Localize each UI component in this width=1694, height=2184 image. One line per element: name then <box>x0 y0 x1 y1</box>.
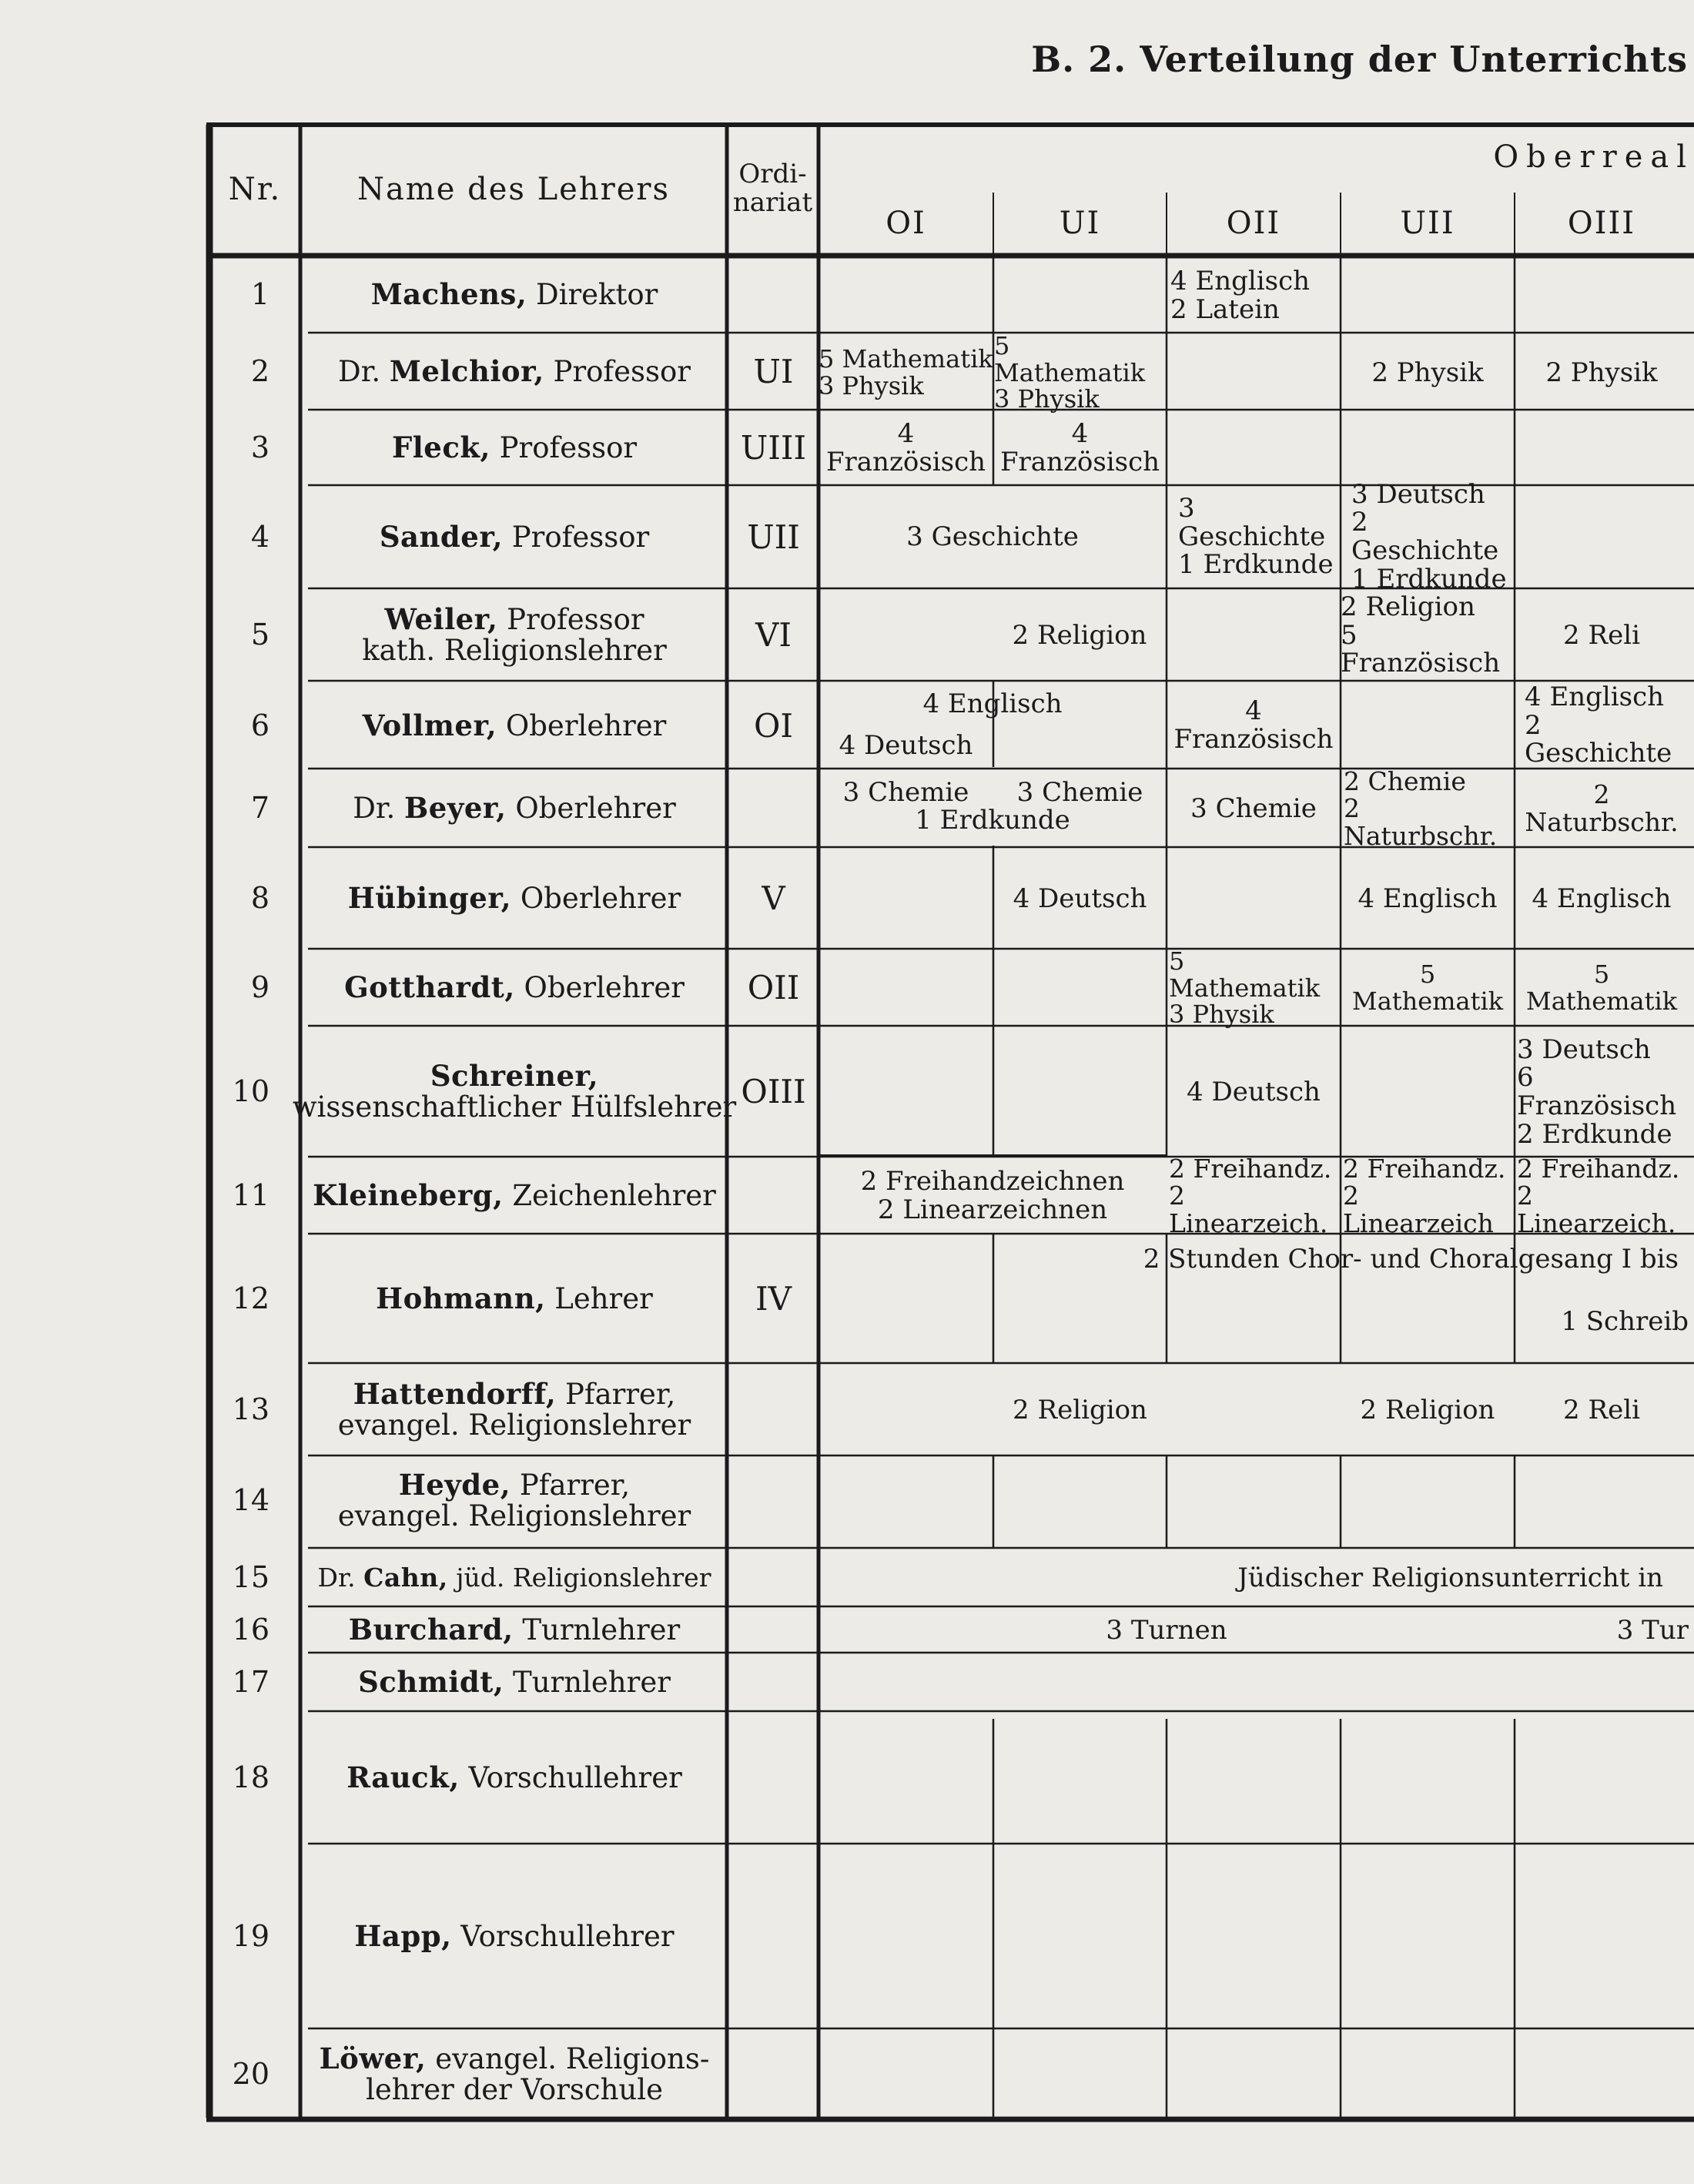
teacher-role: jüd. Religionslehrer <box>456 1563 711 1593</box>
teacher-name-cell <box>302 590 727 681</box>
cell-r8-oiii: 4 Englisch <box>1532 883 1672 914</box>
teacher-nr: 6 <box>250 708 270 743</box>
teacher-surname: Weiler, <box>384 602 498 637</box>
teacher-role: Professor <box>507 603 644 637</box>
teacher-name-line <box>391 430 638 465</box>
header-class-uii: UII <box>1400 206 1455 242</box>
teacher-role-line2: evangel. Religionslehrer <box>337 1499 691 1532</box>
cell-r4-oii: 3 Geschichte 1 Erdkunde <box>1178 492 1334 581</box>
cell-r2-uii: 2 Physik <box>1371 357 1484 388</box>
cell-r8-uii: 4 Englisch <box>1358 883 1498 914</box>
header-class-oii: OII <box>1226 206 1281 242</box>
teacher-name-cell <box>292 1027 737 1157</box>
teacher-nr: 20 <box>232 2057 270 2092</box>
teacher-name-line <box>376 1281 653 1316</box>
teacher-surname: Gotthardt, <box>344 970 515 1005</box>
cell-r11-oii: 2 Freihandz. 2 Linearzeich. <box>1169 1153 1332 1238</box>
teacher-name-cell <box>302 1549 727 1606</box>
teacher-surname: Fleck, <box>391 430 490 465</box>
teacher-name-cell <box>302 849 727 949</box>
cell-r7-uii: 2 Chemie 2 Naturbschr. <box>1344 765 1498 851</box>
teacher-role: Professor <box>499 431 638 465</box>
cell-r11-oiii: 2 Freihandz. 2 Linearzeich. <box>1517 1153 1680 1238</box>
teacher-surname: Burchard, <box>348 1613 514 1647</box>
teacher-name-line <box>370 277 658 312</box>
teacher-ordinariat <box>728 2030 819 2119</box>
teacher-nr: 15 <box>232 1560 270 1595</box>
header-nr: Nr. <box>228 172 282 208</box>
teacher-ordinariat: VI <box>755 616 792 655</box>
teacher-name-cell <box>302 1455 727 1546</box>
teacher-nr: 8 <box>250 881 270 916</box>
teacher-prefix: Dr. <box>353 792 396 826</box>
cell-r5-oi-oii: 2 Religion <box>1012 619 1147 651</box>
teacher-name-cell <box>302 334 727 410</box>
teacher-ordinariat: V <box>762 879 785 918</box>
teacher-role: Oberlehrer <box>520 882 681 916</box>
teacher-name-line <box>362 708 667 743</box>
teacher-surname: Löwer, <box>319 2042 427 2076</box>
teacher-name-line <box>320 2044 710 2075</box>
teacher-nr: 3 <box>250 430 270 465</box>
cell-r3-oi: 4 Französisch <box>825 418 986 477</box>
cell-r8-ui: 4 Deutsch <box>1013 883 1147 914</box>
cell-r10-oiii: 3 Deutsch 6 Französisch 2 Erdkunde <box>1517 1033 1677 1150</box>
teacher-surname: Sander, <box>379 520 504 554</box>
teacher-role: Pfarrer, <box>519 1469 631 1502</box>
teacher-nr: 11 <box>232 1178 270 1213</box>
teacher-role: Oberlehrer <box>524 971 685 1005</box>
teacher-name-line <box>353 1379 676 1410</box>
teacher-surname: Heyde, <box>398 1468 511 1502</box>
teacher-ordinariat <box>728 1158 819 1234</box>
teacher-surname: Schmidt, <box>358 1665 504 1700</box>
teacher-ordinariat: OII <box>747 969 800 1007</box>
teacher-role-line2: evangel. Religionslehrer <box>337 1409 691 1442</box>
teacher-role: Lehrer <box>554 1282 653 1316</box>
teacher-nr: 1 <box>250 277 270 312</box>
teacher-surname: Rauck, <box>346 1760 460 1795</box>
cell-r11-uii: 2 Freihandz. 2 Linearzeich <box>1343 1153 1506 1238</box>
teacher-role: evangel. Religions- <box>435 2042 710 2076</box>
teacher-role: Vorschullehrer <box>468 1761 682 1795</box>
teacher-ordinariat <box>728 1845 819 2028</box>
teacher-surname: Hohmann, <box>376 1281 546 1316</box>
teacher-name-line <box>348 883 681 914</box>
cell-r3-ui: 4 Französisch <box>999 418 1160 477</box>
teacher-role: Oberlehrer <box>505 709 667 743</box>
teacher-name-cell <box>302 1608 727 1653</box>
teacher-role-line2: lehrer der Vorschule <box>365 2073 663 2106</box>
teacher-surname: Schreiner, <box>430 1059 599 1094</box>
teacher-nr: 2 <box>250 354 270 389</box>
teacher-ordinariat: UII <box>747 518 800 557</box>
teacher-name-cell <box>302 1158 727 1234</box>
teacher-name-cell <box>302 950 727 1026</box>
teacher-name-line <box>354 1921 674 1952</box>
teacher-surname: Vollmer, <box>362 708 497 743</box>
cell-r12-oiii: 1 Schreib <box>1561 1305 1689 1337</box>
cell-r16-oiii: 3 Tur <box>1616 1614 1689 1646</box>
teacher-nr: 16 <box>232 1613 270 1647</box>
teacher-name-cell <box>302 770 727 847</box>
teacher-ordinariat <box>728 257 819 333</box>
teacher-name-cell <box>302 411 727 485</box>
teacher-ordinariat: OIII <box>741 1073 806 1111</box>
cell-r10-oii: 4 Deutsch <box>1187 1076 1321 1107</box>
teacher-nr: 10 <box>232 1074 270 1109</box>
cell-r1-oii: 4 Englisch 2 Latein <box>1170 266 1311 325</box>
page-title: B. 2. Verteilung der Unterrichts <box>1031 39 1688 80</box>
cell-r9-uii: 5 Mathematik <box>1351 960 1504 1016</box>
teacher-ordinariat <box>728 1365 819 1455</box>
teacher-surname: Machens, <box>370 277 527 312</box>
teacher-name-cell <box>302 682 727 770</box>
teacher-ordinariat <box>728 1608 819 1653</box>
cell-r9-oii: 5 Mathematik 3 Physik <box>1169 946 1321 1030</box>
cell-r13-uii: 2 Religion <box>1360 1394 1495 1425</box>
teacher-ordinariat: UIII <box>740 429 807 467</box>
cell-r11-oi-ui: 2 Freihandzeichnen 2 Linearzeichnen <box>860 1166 1125 1225</box>
teacher-ordinariat <box>728 1713 819 1844</box>
teacher-name-line <box>318 1564 711 1592</box>
header-class-oi: OI <box>886 206 926 242</box>
teacher-nr: 18 <box>232 1760 270 1795</box>
cell-r9-oiii: 5 Mathematik <box>1525 960 1678 1016</box>
teacher-role: Vorschullehrer <box>460 1920 675 1954</box>
teacher-surname: Hattendorff, <box>353 1377 557 1412</box>
header-ordinariat: Ordi- nariat <box>732 159 813 218</box>
cell-r2-ui: 5 Mathematik 3 Physik <box>994 331 1146 414</box>
teacher-name-cell <box>302 1654 727 1711</box>
teacher-name-cell <box>302 1365 727 1455</box>
teacher-surname: Beyer, <box>404 791 507 826</box>
teacher-name-cell <box>302 1235 727 1363</box>
teacher-name-line <box>399 1470 630 1501</box>
teacher-surname: Melchior, <box>389 354 544 389</box>
teacher-name-line <box>346 1760 682 1795</box>
teacher-surname: Happ, <box>354 1919 452 1954</box>
teacher-ordinariat <box>728 770 819 847</box>
teacher-name-line <box>430 1061 598 1092</box>
teacher-name-line <box>380 522 649 553</box>
teacher-role: Direktor <box>535 278 658 312</box>
teacher-name-line <box>344 970 685 1005</box>
teacher-nr: 14 <box>232 1483 270 1518</box>
teacher-nr: 5 <box>250 618 270 652</box>
teacher-ordinariat <box>728 1549 819 1606</box>
teacher-role-line2: kath. Religionslehrer <box>362 634 667 667</box>
cell-r7-oii: 3 Chemie <box>1190 792 1317 824</box>
teacher-nr: 4 <box>250 520 270 554</box>
cell-r7-oi: 3 Chemie <box>842 776 969 808</box>
teacher-name-line <box>349 1615 680 1646</box>
teacher-nr: 9 <box>250 970 270 1005</box>
teacher-name-line <box>313 1178 716 1213</box>
teacher-role: Turnlehrer <box>513 1666 671 1700</box>
teacher-ordinariat: OI <box>753 707 794 745</box>
cell-r15-span: Jüdischer Religionsunterricht in <box>1237 1562 1663 1593</box>
teacher-name-cell <box>302 257 727 333</box>
teacher-nr: 12 <box>232 1281 270 1316</box>
teacher-name-line <box>384 602 644 637</box>
header-class-oiii: OIII <box>1567 206 1636 242</box>
teacher-name-cell <box>302 2030 727 2119</box>
teacher-nr: 13 <box>232 1392 270 1427</box>
teacher-ordinariat <box>728 1455 819 1546</box>
teacher-ordinariat: IV <box>755 1280 792 1318</box>
teacher-role: Professor <box>553 355 691 389</box>
cell-r16-span: 3 Turnen <box>1106 1614 1227 1646</box>
cell-r7-oi-ui-bottom: 1 Erdkunde <box>915 804 1070 836</box>
cell-r7-ui: 3 Chemie <box>1016 776 1143 808</box>
teacher-surname: Cahn, <box>363 1563 448 1593</box>
header-group: Oberreal <box>1493 139 1694 176</box>
teacher-role: Turnlehrer <box>522 1613 681 1647</box>
header-name: Name des Lehrers <box>357 172 671 208</box>
cell-r13-oiii: 2 Reli <box>1563 1394 1640 1425</box>
teacher-name-line <box>358 1667 671 1698</box>
teacher-name-cell <box>302 1713 727 1844</box>
cell-r6-oi: 4 Deutsch <box>839 729 973 761</box>
teacher-role: Professor <box>511 521 650 554</box>
teacher-surname: Kleineberg, <box>313 1178 504 1213</box>
cell-r12-span: 2 Stunden Chor- und Choralgesang I bis <box>1143 1243 1679 1275</box>
cell-r4-oi-ui: 3 Geschichte <box>906 521 1079 552</box>
teacher-surname: Hübinger, <box>347 881 512 916</box>
teacher-nr: 7 <box>250 791 270 826</box>
teacher-ordinariat: UI <box>753 353 794 391</box>
teacher-ordinariat <box>728 1654 819 1711</box>
teacher-role-line2: wissenschaftlicher Hülfslehrer <box>292 1090 737 1124</box>
cell-r13-ui: 2 Religion <box>1013 1394 1147 1425</box>
cell-r2-oiii: 2 Physik <box>1545 357 1658 388</box>
cell-r5-uii: 2 Religion 5 Französisch <box>1341 591 1501 679</box>
cell-r7-oiii: 2 Naturbschr. <box>1525 779 1679 837</box>
teacher-role: Oberlehrer <box>515 792 676 826</box>
cell-r5-oiii: 2 Reli <box>1563 619 1640 651</box>
cell-r4-uii: 3 Deutsch 2 Geschichte 1 Erdkunde <box>1351 478 1507 595</box>
teacher-name-cell <box>302 487 727 588</box>
teacher-name-cell <box>302 1845 727 2028</box>
header-class-ui: UI <box>1059 206 1101 242</box>
teacher-nr: 17 <box>232 1665 270 1700</box>
teacher-name-line <box>338 354 691 389</box>
teacher-nr: 19 <box>232 1919 270 1954</box>
cell-r6-oii: 4 Französisch <box>1173 695 1334 755</box>
cell-r2-oi: 5 Mathematik 3 Physik <box>819 344 993 400</box>
teacher-role: Zeichenlehrer <box>512 1179 716 1213</box>
teacher-role: Pfarrer, <box>564 1378 676 1412</box>
teacher-prefix: Dr. <box>338 355 381 389</box>
cell-r6-oiii: 4 Englisch 2 Geschichte <box>1525 681 1672 769</box>
teacher-name-line <box>353 793 676 824</box>
cell-r6-oi-ui-top: 4 Englisch <box>922 688 1063 719</box>
teacher-prefix: Dr. <box>317 1563 356 1593</box>
